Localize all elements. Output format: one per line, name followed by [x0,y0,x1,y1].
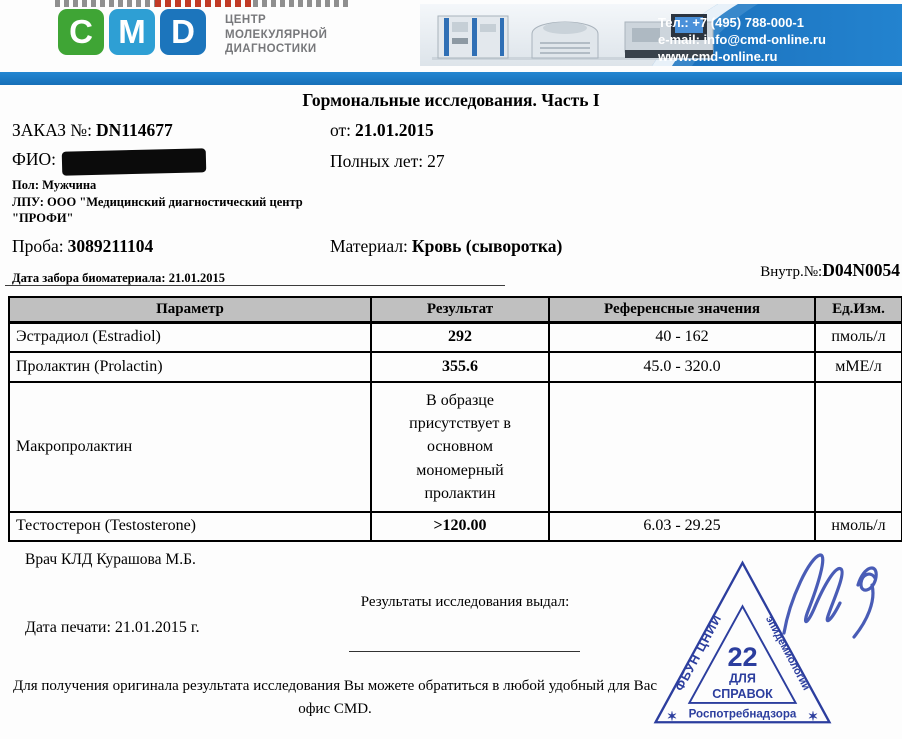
stamp-star-left: ✶ [666,709,678,724]
order-date-label: от: [330,120,352,140]
table-row [9,352,902,382]
print-date: Дата печати: 21.01.2015 г. [25,619,200,636]
results-table [8,296,902,542]
result-cell: 355.6 [371,352,549,382]
header-result: Результат [371,297,549,322]
result-cell: В образце присутствует в основном мономерный пролактин [371,382,549,512]
table-row [9,382,902,512]
unit-cell: нмоль/л [815,512,902,541]
contact-block [658,15,826,66]
stamp-star-right: ✶ [807,709,819,724]
param-cell: Тестостерон (Testosterone) [9,512,371,541]
material-label: Материал: [330,236,408,256]
stamp-side-right: эпидемиологии [763,614,813,693]
doctor-name: Врач КЛД Курашова М.Б. [25,551,196,568]
result-cell: 292 [371,322,549,352]
patient-sex-line: Пол: Мужчина [12,178,97,192]
stamp-purpose-line2: СПРАВОК [712,687,773,702]
patient-name-line [12,149,56,170]
header-reference: Референсные значения [549,297,815,322]
tagline-line-2: МОЛЕКУЛЯРНОЙ [225,28,328,41]
disclaimer-note: Для получения оригинала результата исследования Вы можете обратиться в любой удобный для Вас офис CMD. [12,678,658,718]
patient-age-line [330,151,445,172]
order-number-value: DN114677 [95,120,173,140]
header-banner [420,4,902,66]
lpu-line-2: "ПРОФИ" [12,211,74,225]
table-row [9,322,902,352]
collection-date-value: 21.01.2015 [168,271,225,285]
reference-cell: 40 - 162 [549,322,815,352]
sample-line [12,236,153,257]
stamp-purpose-line1: ДЛЯ [729,671,756,686]
logo-letter-c: C [58,9,104,55]
sample-value: 3089211104 [67,236,154,256]
table-header-row [9,297,902,322]
patient-age-value: 27 [427,151,445,171]
signature-scribble [770,543,890,653]
signature-graphic [770,543,890,648]
tagline-line-3: ДИАГНОСТИКИ [225,43,317,56]
issued-by-label: Результаты исследования выдал: [360,594,570,610]
logo-letter-m: M [109,9,155,55]
patient-age-label: Полных лет: [330,151,424,171]
logo-letter-d: D [160,9,206,55]
internal-number-line [760,260,900,281]
sample-label: Проба: [12,236,64,256]
signature-line [349,651,580,652]
redacted-patient-name [62,148,207,176]
unit-cell [815,382,902,512]
unit-cell: мМЕ/л [815,352,902,382]
logo-tagline [225,13,327,57]
tagline-line-1: ЦЕНТР [225,14,267,26]
internal-number-value: D04N0054 [822,260,900,280]
collection-date-label: Дата забора биоматериала: [12,271,166,285]
unit-cell: пмоль/л [815,322,902,352]
contact-phone: Тел.: +7 (495) 788-000-1 [658,15,804,30]
order-number-line [12,120,173,141]
stamp-side-left: ФБУН ЦНИИ [672,612,725,694]
param-cell: Эстрадиол (Estradiol) [9,322,371,352]
divider-bar [0,72,902,85]
header-parameter: Параметр [9,297,371,322]
cmd-logo [58,9,206,55]
table-row [9,512,902,541]
cropped-text-artifact [55,0,350,7]
lpu-line-1: ЛПУ: ООО "Медицинский диагностический центр [12,195,303,209]
order-date-value: 21.01.2015 [355,120,434,140]
patient-name-label: ФИО: [12,149,56,169]
param-cell: Макропролактин [9,382,371,512]
header-unit: Ед.Изм. [815,297,902,322]
internal-number-label: Внутр.№: [760,264,823,280]
artifact-segment [253,0,350,7]
param-cell: Пролактин (Prolactin) [9,352,371,382]
collection-underline [5,285,505,286]
order-number-label: ЗАКАЗ №: [12,120,92,140]
page-title: Гормональные исследования. Часть I [302,90,600,110]
artifact-segment [55,0,155,7]
reference-cell: 6.03 - 29.25 [549,512,815,541]
collection-date-line [12,271,225,286]
stamp-bottom-text: Роспотребнадзора [688,708,797,721]
artifact-segment [155,0,252,7]
reference-cell: 45.0 - 320.0 [549,352,815,382]
order-date-line [330,120,434,141]
contact-email: e-mail: info@cmd-online.ru [658,31,826,47]
reference-cell [549,382,815,512]
stamp-number: 22 [727,642,758,673]
material-value: Кровь (сыворотка) [411,236,563,256]
contact-website: www.cmd-online.ru [658,48,778,64]
material-line [330,236,562,257]
result-cell: >120.00 [371,512,549,541]
